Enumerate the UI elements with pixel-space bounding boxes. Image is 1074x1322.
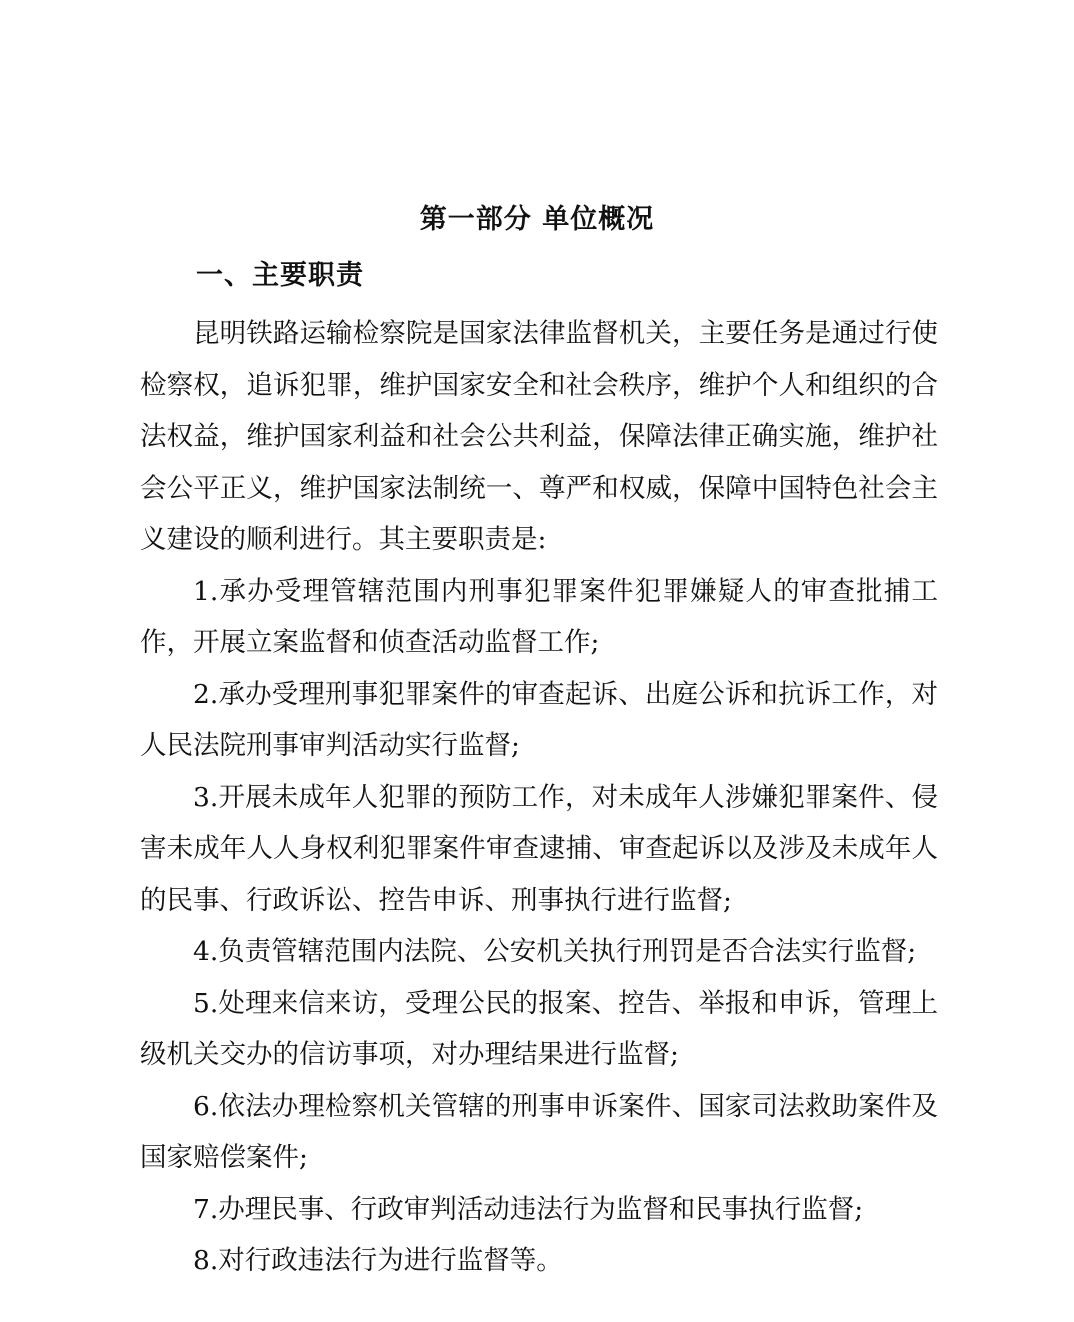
duty-item-4: 4.负责管辖范围内法院、公安机关执行刑罚是否合法实行监督; bbox=[193, 936, 917, 967]
duty-item-3: 3.开展未成年人犯罪的预防工作，对未成年人涉嫌犯罪案件、侵害未成年人人身权利犯罪案件审查逮捕、审查起诉以及涉及未成年人的民事、行政诉讼、控告申诉、刑事执行进行监督; bbox=[140, 781, 938, 916]
duty-item-1: 1.承办受理管辖范围内刑事犯罪案件犯罪嫌疑人的审查批捕工作，开展立案监督和侦查活动监督工作; bbox=[140, 575, 938, 658]
intro-paragraph: 昆明铁路运输检察院是国家法律监督机关，主要任务是通过行使检察权，追诉犯罪，维护国家安全和社会秩序，维护个人和组织的合法权益，维护国家利益和社会公共利益，保障法律正确实施，维护社会公平正义，维护国家法制统一、尊严和权威，保障中国特色社会主义建设的顺利进行。其主要职责是: bbox=[140, 318, 938, 555]
duty-item-2: 2.承办受理刑事犯罪案件的审查起诉、出庭公诉和抗诉工作，对人民法院刑事审判活动实行监督; bbox=[140, 678, 938, 761]
duty-item-6: 6.依法办理检察机关管辖的刑事申诉案件、国家司法救助案件及国家赔偿案件; bbox=[140, 1090, 938, 1173]
duty-item-7: 7.办理民事、行政审判活动违法行为监督和民事执行监督; bbox=[193, 1193, 864, 1225]
duty-item-5: 5.处理来信来访，受理公民的报案、控告、举报和申诉，管理上级机关交办的信访事项，对办理结果进行监督; bbox=[140, 987, 938, 1070]
page-title: 第一部分 单位概况 bbox=[419, 204, 655, 235]
section-heading: 一、主要职责 bbox=[196, 260, 364, 291]
duty-item-8: 8.对行政违法行为进行监督等。 bbox=[193, 1245, 563, 1276]
body-text bbox=[140, 308, 938, 1287]
